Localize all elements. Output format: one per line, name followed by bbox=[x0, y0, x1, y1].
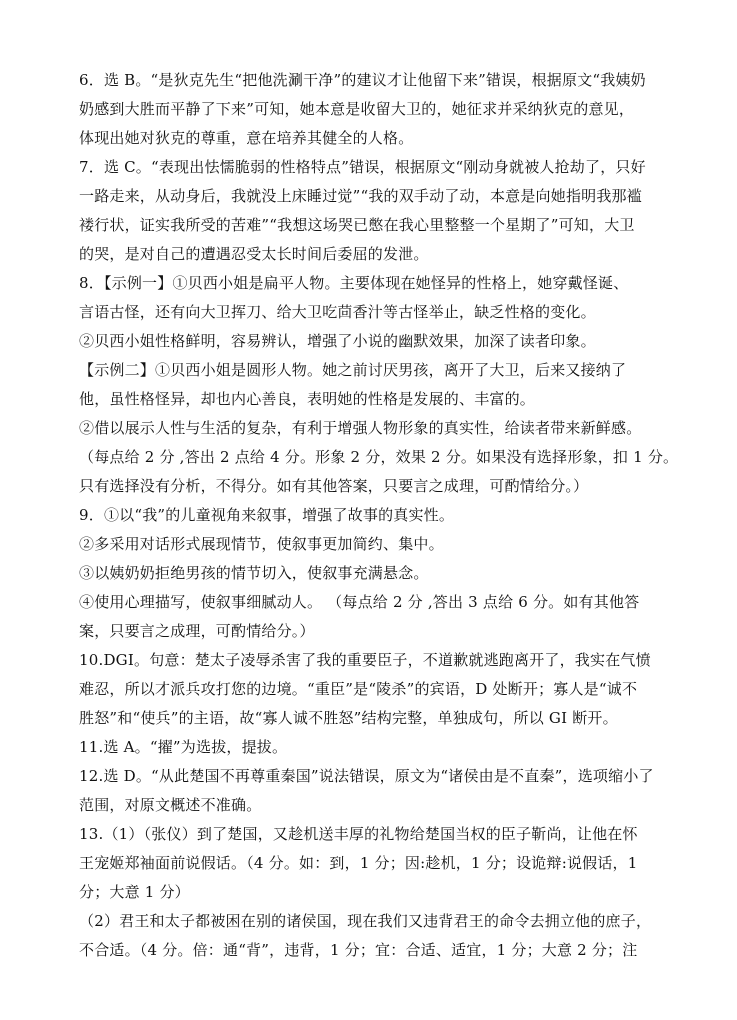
text-line: 9．①以“我”的儿童视角来叙事，增强了故事的真实性。 bbox=[79, 506, 455, 524]
text-line: 奶感到大胜而平静了下来”可知，她本意是收留大卫的，她征求并采纳狄克的意见， bbox=[79, 100, 635, 118]
text-line: 12.选 D。“从此楚国不再尊重秦国”说法错误，原文为“诸侯由是不直秦”，选项缩小了 bbox=[79, 767, 654, 785]
text-line: 不合适。（4 分。倍：通“背”，违背，1 分；宜：合适、适宜，1 分；大意 2 分；注 bbox=[79, 941, 638, 959]
text-line: 胜怒”和“使兵”的主语，故“寡人诚不胜怒”结构完整，单独成句，所以 GI 断开。 bbox=[79, 709, 618, 727]
text-line: ②借以展示人性与生活的复杂，有利于增强人物形象的真实性，给读者带来新鲜感。 bbox=[79, 419, 642, 437]
answer-document bbox=[79, 66, 679, 965]
text-line: （2）君王和太子都被困在别的诸侯国，现在我们又违背君王的命令去拥立他的庶子， bbox=[79, 912, 652, 930]
text-line: 10.DGI。句意：楚太子凌辱杀害了我的重要臣子，不道歉就逃跑离开了，我实在气愤 bbox=[79, 651, 651, 669]
text-line: 【示例二】①贝西小姐是圆形人物。她之前讨厌男孩，离开了大卫，后来又接纳了 bbox=[79, 361, 627, 379]
text-line: 范围，对原文概述不准确。 bbox=[79, 796, 262, 814]
text-line: 案，只要言之成理，可酌情给分。） bbox=[79, 622, 315, 640]
text-line: ③以姨奶奶拒绝男孩的情节切入，使叙事充满悬念。 bbox=[79, 564, 429, 582]
text-line: ②贝西小姐性格鲜明，容易辨认，增强了小说的幽默效果，加深了读者印象。 bbox=[79, 332, 596, 350]
text-line: 的哭，是对自己的遭遇忍受太长时间后委屈的发泄。 bbox=[79, 245, 429, 263]
text-line: 王宠姬郑袖面前说假话。（4 分。如：到，1 分；因:趁机，1 分；设诡辩:说假话，1 bbox=[79, 854, 638, 872]
text-line: 13.（1）（张仪）到了楚国，又趁机送丰厚的礼物给楚国当权的臣子靳尚，让他在怀 bbox=[79, 825, 638, 843]
text-line: 8．【示例一】①贝西小姐是扁平人物。主要体现在她怪异的性格上，她穿戴怪诞、 bbox=[79, 274, 629, 292]
text-line: 11.选 A。“擢”为选拔，提拔。 bbox=[79, 738, 288, 756]
text-line: 一路走来，从动身后，我就没上床睡过觉”“我的双手动了动，本意是向她指明我那褴 bbox=[79, 187, 642, 205]
text-line: 7．选 C。“表现出怯懦脆弱的性格特点”错误，根据原文“刚动身就被人抢劫了，只好 bbox=[79, 158, 646, 176]
text-line: 他，虽性格怪异，却也内心善良，表明她的性格是发展的、丰富的。 bbox=[79, 390, 536, 408]
text-line: 分；大意 1 分） bbox=[79, 883, 190, 901]
text-line: 难忍，所以才派兵攻打您的边境。“重臣”是“陵杀”的宾语，D 处断开；寡人是“诚不 bbox=[79, 680, 638, 698]
text-line: 6．选 B。“是狄克先生“把他洗涮干净”的建议才让他留下来”错误，根据原文“我姨奶 bbox=[79, 71, 646, 89]
text-line: 褛行状，证实我所受的苦难”“我想这场哭已憋在我心里整整一个星期了”可知，大卫 bbox=[79, 216, 635, 234]
text-line: ④使用心理描写，使叙事细腻动人。 （每点给 2 分 ,答出 3 点给 6 分。如有其他答 bbox=[79, 593, 640, 611]
text-line: ②多采用对话形式展现情节，使叙事更加简约、集中。 bbox=[79, 535, 444, 553]
text-line: （每点给 2 分 ,答出 2 点给 4 分。形象 2 分，效果 2 分。如果没有选择形象，扣 1 分。 bbox=[79, 448, 679, 466]
text-line: 只有选择没有分析，不得分。如有其他答案，只要言之成理，可酌情给分。） bbox=[79, 477, 589, 495]
text-line: 言语古怪，还有向大卫挥刀、给大卫吃茴香汁等古怪举止，缺乏性格的变化。 bbox=[79, 303, 596, 321]
text-line: 体现出她对狄克的尊重，意在培养其健全的人格。 bbox=[79, 129, 414, 147]
